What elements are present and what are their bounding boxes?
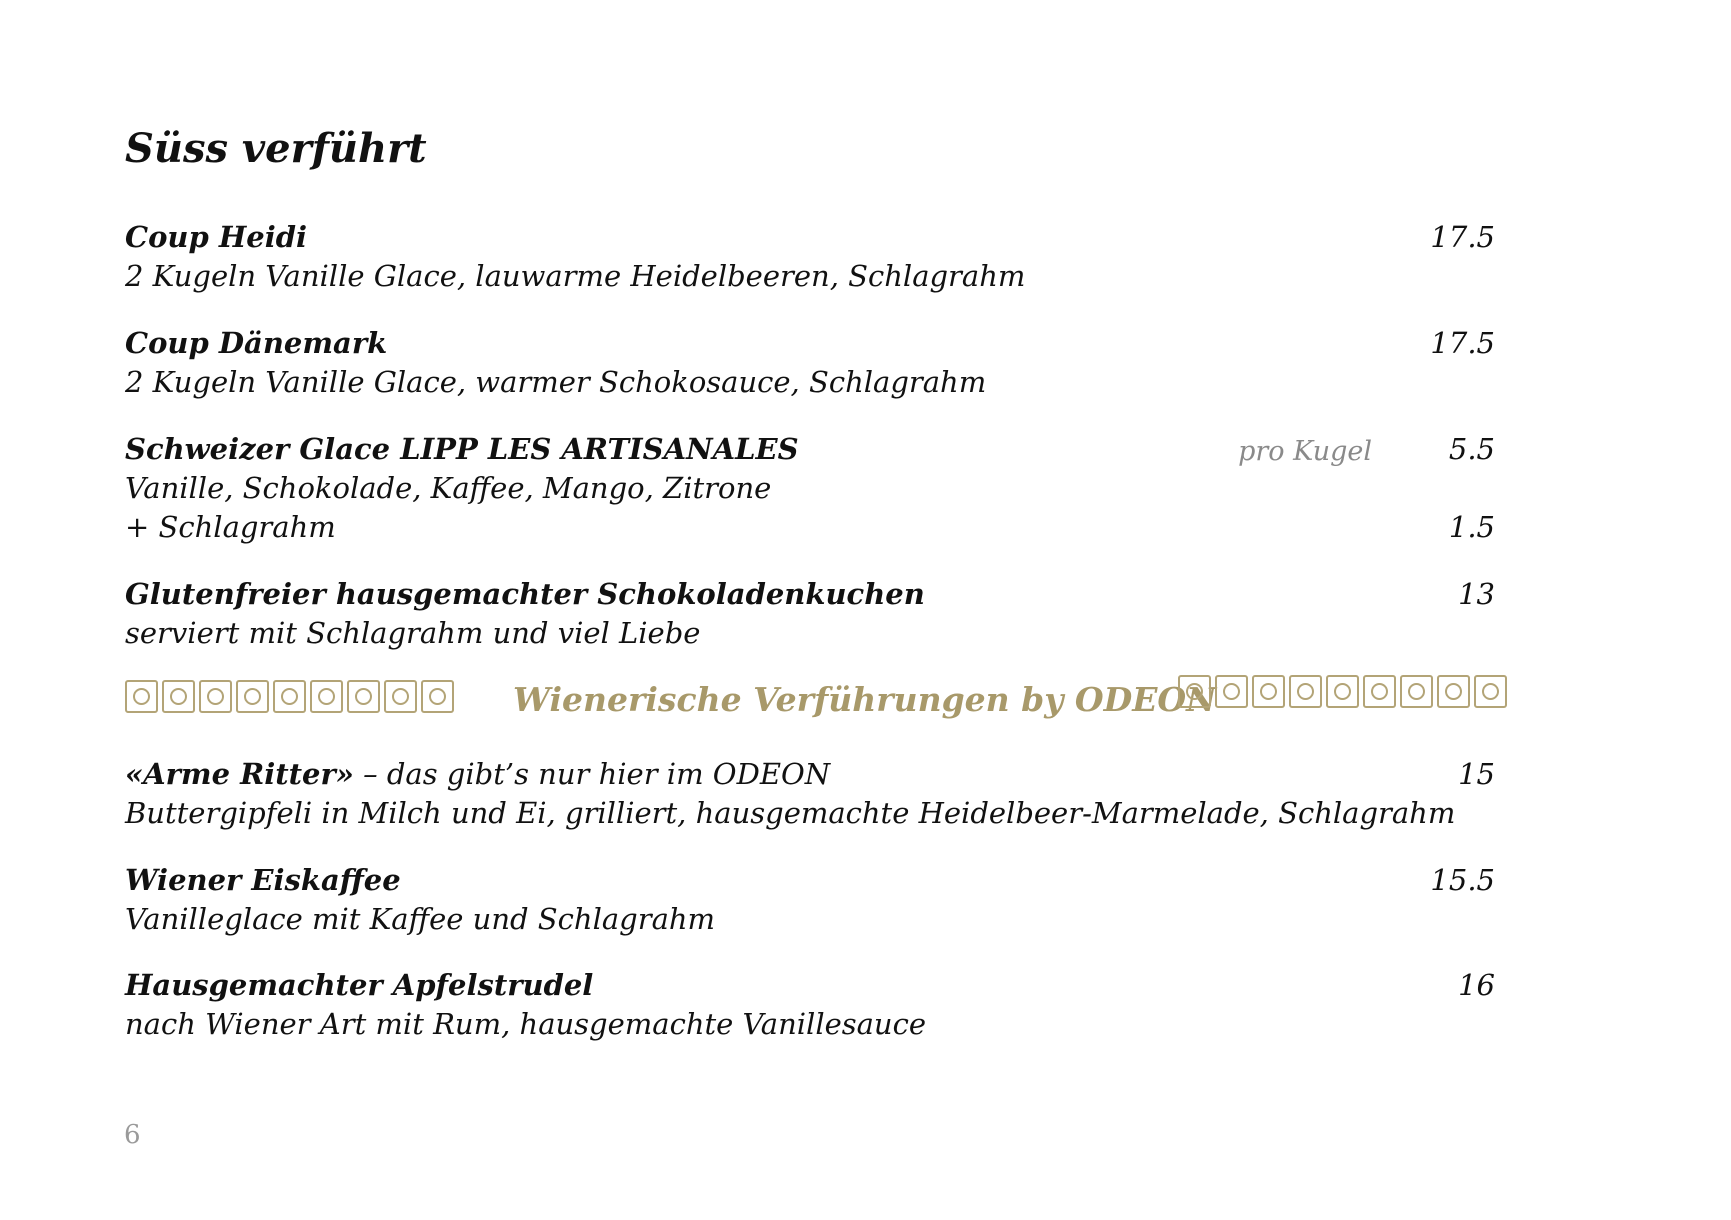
section-title: Wienerische Verführungen by ODEON	[513, 680, 1217, 719]
menu-item-coup-daenemark	[125, 324, 1495, 402]
square-circle-ornament-icon	[273, 680, 306, 713]
menu-item-addon-price: 1.5	[1448, 510, 1495, 544]
square-circle-ornament-icon	[384, 680, 417, 713]
menu-item-name: Coup Dänemark	[125, 326, 388, 360]
section-divider	[125, 675, 1507, 725]
square-circle-ornament-icon	[1252, 675, 1285, 708]
menu-item-name-main: «Arme Ritter»	[125, 757, 354, 791]
menu-item-description: nach Wiener Art mit Rum, hausgemachte Vanillesauce	[125, 1007, 927, 1041]
menu-item-price: 15	[1458, 757, 1495, 791]
square-circle-ornament-icon	[125, 680, 158, 713]
menu-item-name: Wiener Eiskaffee	[125, 863, 401, 897]
menu-item-name: Schweizer Glace LIPP LES ARTISANALES	[125, 432, 799, 466]
square-circle-ornament-icon	[199, 680, 232, 713]
menu-item-wiener-eiskaffee	[125, 861, 1495, 939]
square-circle-ornament-icon	[310, 680, 343, 713]
menu-item-unit: pro Kugel	[1238, 436, 1372, 467]
menu-item-schokoladenkuchen	[125, 575, 1495, 653]
square-circle-ornament-icon	[1437, 675, 1470, 708]
square-circle-ornament-icon	[1400, 675, 1433, 708]
menu-item-description: Buttergipfeli in Milch und Ei, grilliert, hausgemachte Heidelbeer-Marmelade, Schlagrahm	[125, 796, 1456, 830]
ornament-right	[1178, 675, 1507, 708]
menu-item-price: 15.5	[1430, 863, 1495, 897]
menu-item-description: 2 Kugeln Vanille Glace, lauwarme Heidelbeeren, Schlagrahm	[125, 259, 1026, 293]
menu-item-apfelstrudel	[125, 966, 1495, 1044]
menu-item-name: Hausgemachter Apfelstrudel	[125, 968, 594, 1002]
menu-item-price: 5.5	[1448, 432, 1495, 466]
menu-item-price: 13	[1458, 577, 1495, 611]
menu-item-price: 17.5	[1430, 326, 1495, 360]
menu-item-arme-ritter	[125, 755, 1495, 833]
menu-item-coup-heidi	[125, 218, 1495, 296]
square-circle-ornament-icon	[162, 680, 195, 713]
menu-item-name	[125, 755, 1495, 794]
ornament-left	[125, 680, 454, 713]
menu-item-price: 17.5	[1430, 220, 1495, 254]
square-circle-ornament-icon	[421, 680, 454, 713]
menu-item-name: Coup Heidi	[125, 220, 308, 254]
menu-item-description: Vanille, Schokolade, Kaffee, Mango, Zitrone	[125, 471, 772, 505]
square-circle-ornament-icon	[1215, 675, 1248, 708]
page-title: Süss verführt	[125, 125, 427, 172]
menu-item-price: 16	[1458, 968, 1495, 1002]
square-circle-ornament-icon	[1363, 675, 1396, 708]
menu-item-addon: + Schlagrahm	[125, 510, 336, 544]
menu-item-name-extra: – das gibt’s nur hier im ODEON	[353, 757, 831, 791]
menu-item-description: Vanilleglace mit Kaffee und Schlagrahm	[125, 902, 716, 936]
menu-item-description: serviert mit Schlagrahm und viel Liebe	[125, 616, 701, 650]
square-circle-ornament-icon	[1289, 675, 1322, 708]
menu-item-name: Glutenfreier hausgemachter Schokoladenkuchen	[125, 577, 925, 611]
square-circle-ornament-icon	[1178, 675, 1211, 708]
menu-item-description: 2 Kugeln Vanille Glace, warmer Schokosauce, Schlagrahm	[125, 365, 987, 399]
square-circle-ornament-icon	[236, 680, 269, 713]
square-circle-ornament-icon	[1326, 675, 1359, 708]
menu-item-schweizer-glace	[125, 430, 1495, 547]
square-circle-ornament-icon	[347, 680, 380, 713]
page-number: 6	[124, 1120, 141, 1150]
square-circle-ornament-icon	[1474, 675, 1507, 708]
